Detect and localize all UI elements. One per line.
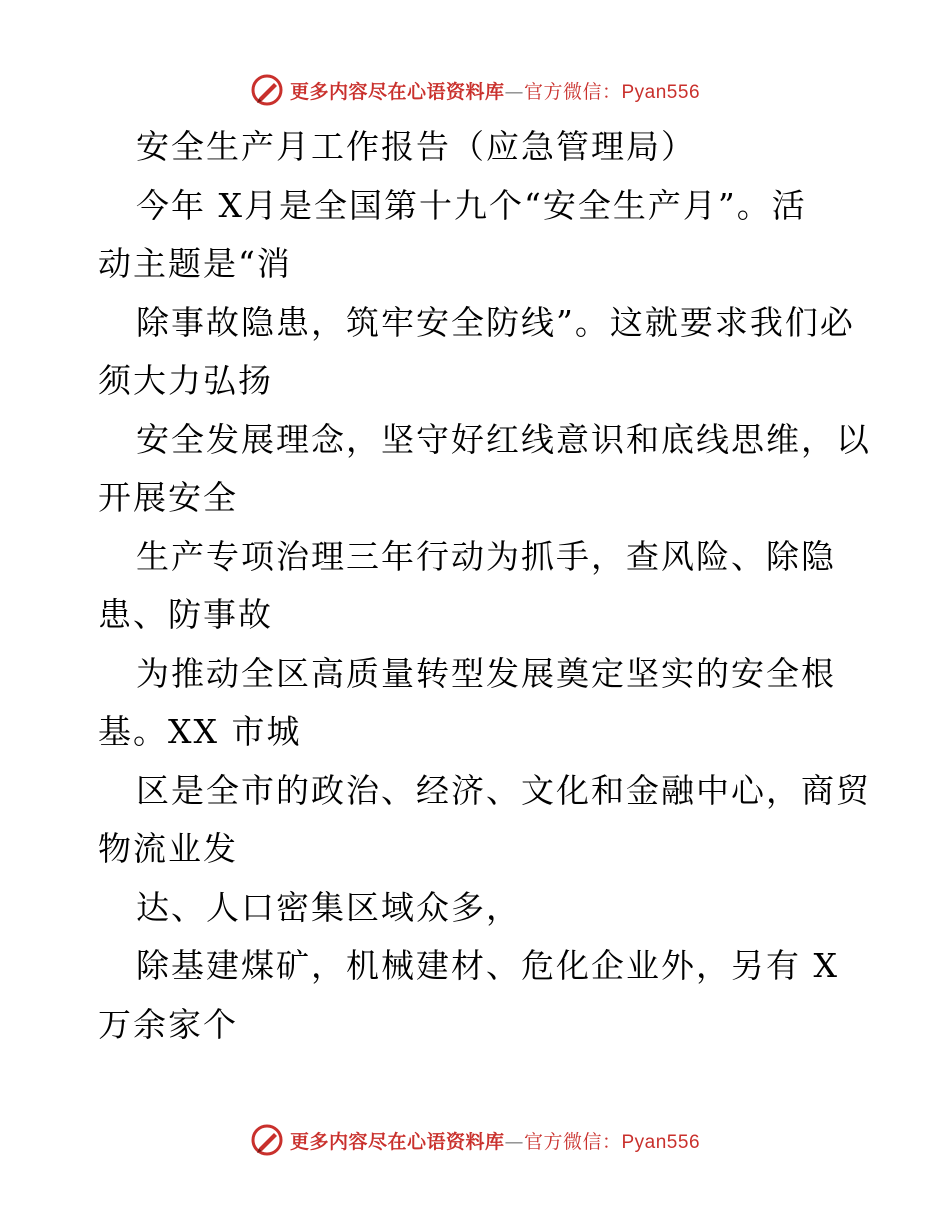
text-line: 患、防事故 bbox=[98, 595, 273, 634]
banner-site-text: 更多内容尽在心语资料库 bbox=[289, 1130, 505, 1153]
text-line: 安全发展理念，坚守好红线意识和底线思维，以 bbox=[136, 419, 871, 459]
text-line: 物流业发 bbox=[98, 829, 238, 868]
pen-logo-icon bbox=[250, 1123, 284, 1157]
banner-text bbox=[290, 77, 700, 104]
text-line: 动主题是“消 bbox=[98, 244, 292, 283]
banner-content bbox=[250, 73, 700, 107]
text-line: 基。XX 市城 bbox=[98, 712, 302, 751]
text-line: 万余家个 bbox=[98, 1004, 238, 1044]
banner-wechat-label: 官方微信： bbox=[523, 1130, 622, 1153]
banner-wechat-id: Pyan556 bbox=[621, 81, 701, 103]
text-line: 今年 X月是全国第十九个“安全生产月”。活 bbox=[136, 185, 807, 225]
text-line: 开展安全 bbox=[98, 478, 238, 517]
text-line: 达、人口密集区域众多， bbox=[136, 887, 521, 927]
text-line: 为推动全区高质量转型发展奠定坚实的安全根 bbox=[136, 653, 836, 693]
banner-text bbox=[290, 1127, 700, 1154]
banner-wechat-id: Pyan556 bbox=[621, 1131, 701, 1153]
banner-site-text: 更多内容尽在心语资料库 bbox=[289, 80, 505, 103]
text-line: 除事故隐患，筑牢安全防线”。这就要求我们必 bbox=[136, 302, 855, 342]
banner-content bbox=[250, 1123, 700, 1157]
banner-wechat-label: 官方微信： bbox=[523, 80, 622, 103]
header-banner bbox=[0, 70, 950, 110]
footer-banner bbox=[0, 1120, 950, 1160]
text-line: 除基建煤矿，机械建材、危化企业外，另有 X bbox=[136, 946, 839, 985]
pen-logo-icon bbox=[250, 73, 284, 107]
banner-separator: — bbox=[504, 80, 524, 103]
text-line: 安全生产月工作报告（应急管理局） bbox=[136, 127, 696, 166]
text-line: 生产专项治理三年行动为抓手，查风险、除隐 bbox=[136, 536, 836, 576]
text-line: 须大力弘扬 bbox=[98, 361, 273, 400]
text-line: 区是全市的政治、经济、文化和金融中心，商贸 bbox=[136, 770, 871, 810]
banner-separator: — bbox=[504, 1130, 524, 1153]
document-body bbox=[98, 118, 871, 1054]
